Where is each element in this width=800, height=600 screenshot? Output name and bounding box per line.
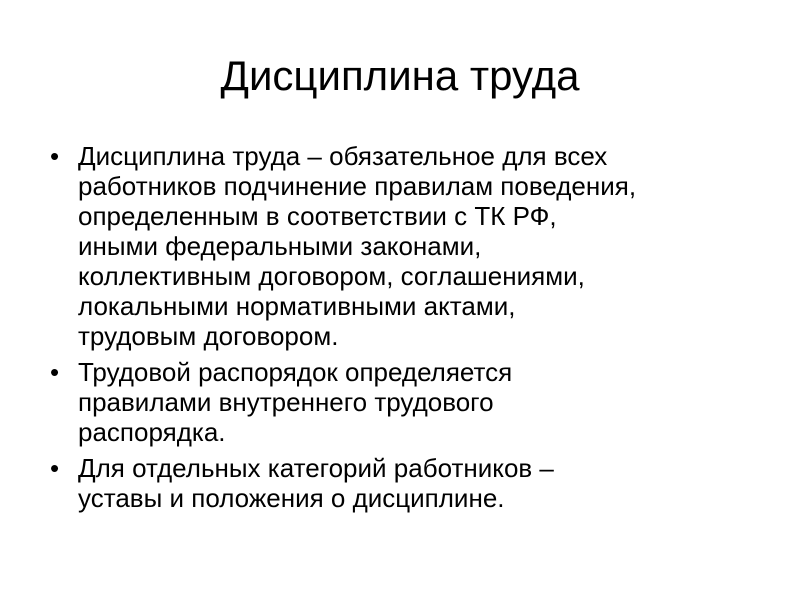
bullet-list: [46, 141, 746, 519]
bullet-icon: •: [50, 453, 60, 483]
bullet-item-work-schedule: [46, 357, 746, 447]
bullet-text-line: коллективным договором, соглашениями,: [78, 261, 585, 291]
bullet-icon: •: [50, 357, 60, 387]
slide-title: Дисциплина труда: [220, 52, 580, 99]
bullet-text-line: иными федеральными законами,: [78, 231, 482, 261]
bullet-icon: •: [50, 141, 60, 171]
bullet-text-line: Для отдельных категорий работников –: [78, 453, 554, 483]
bullet-text-line: Дисциплина труда – обязательное для всех: [78, 141, 608, 171]
bullet-text-line: локальными нормативными актами,: [78, 291, 516, 321]
bullet-text-line: работников подчинение правилам поведения,: [78, 171, 637, 201]
bullet-text-line: уставы и положения о дисциплине.: [78, 483, 505, 513]
bullet-item-definition: [46, 141, 746, 351]
bullet-text-line: Трудовой распорядок определяется: [78, 357, 513, 387]
bullet-text-line: распорядка.: [78, 417, 226, 447]
bullet-item-special-categories: [46, 453, 746, 513]
bullet-text-line: трудовым договором.: [78, 321, 339, 351]
bullet-text-line: определенным в соответствии с ТК РФ,: [78, 201, 557, 231]
bullet-text-line: правилами внутреннего трудового: [78, 387, 494, 417]
